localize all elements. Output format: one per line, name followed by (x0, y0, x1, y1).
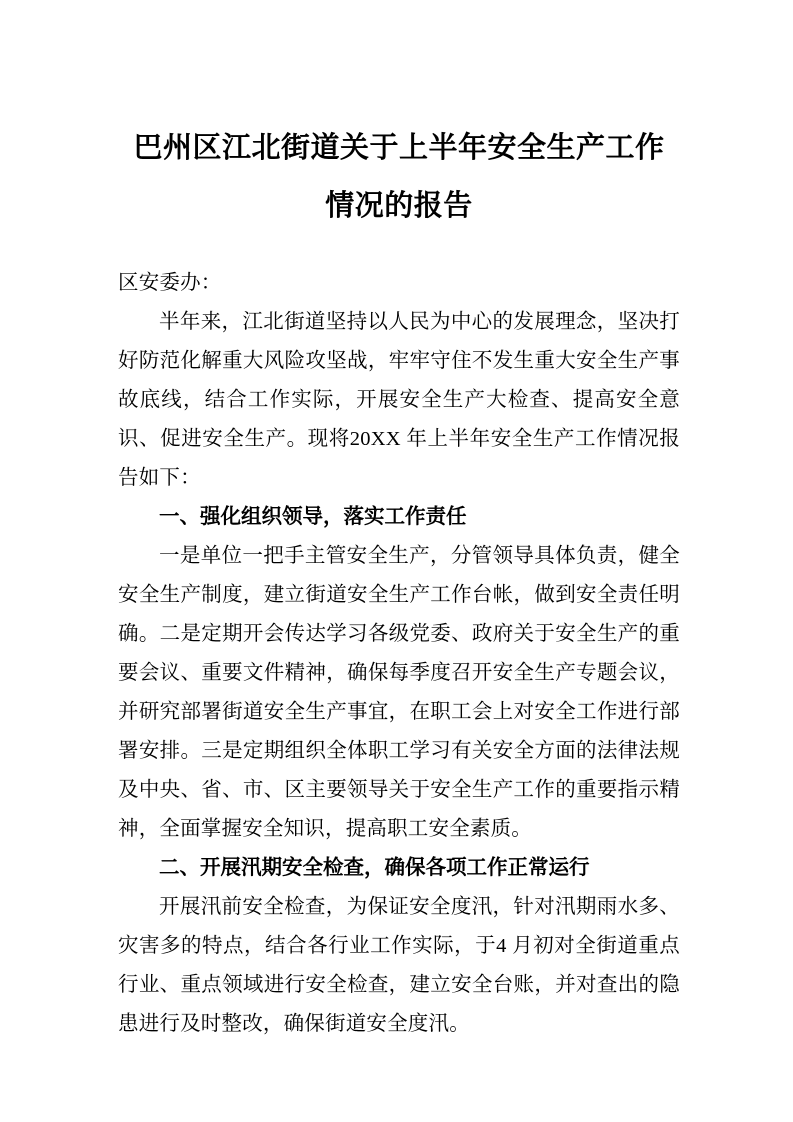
document-body (118, 118, 680, 1044)
section-heading-one: 一、强化组织领导，落实工作责任 (159, 506, 467, 528)
paragraph-section-two: 开展汛前安全检查，为保证安全度汛，针对汛期雨水多、灾害多的特点，结合各行业工作实际，于4 月初对全街道重点行业、重点领域进行安全检查，建立安全台账，并对查出的隐患进行及时整改，确保街道安全度汛。 (118, 896, 680, 1035)
section-heading-two: 二、开展汛期安全检查，确保各项工作正常运行 (159, 857, 590, 879)
paragraph-section-one: 一是单位一把手主管安全生产，分管领导具体负责，健全安全生产制度，建立街道安全生产工作台帐，做到安全责任明确。二是定期开会传达学习各级党委、政府关于安全生产的重要会议、重要文件精神，确保每季度召开安全生产专题会议，并研究部署街道安全生产事宜，在职工会上对安全工作进行部署安排。三是定期组织全体职工学习有关安全方面的法律法规及中央、省、市、区主要领导关于安全生产工作的重要指示精神，全面掌握安全知识，提高职工安全素质。 (118, 545, 680, 840)
salutation: 区安委办： (118, 272, 222, 294)
paragraph-intro: 半年来，江北街道坚持以人民为中心的发展理念，坚决打好防范化解重大风险攻坚战，牢牢守住不发生重大安全生产事故底线，结合工作实际，开展安全生产大检查、提高安全意识、促进安全生产。现将20XX 年上半年安全生产工作情况报告如下： (118, 311, 680, 489)
page-title: 巴州区江北街道关于上半年安全生产工作情况的报告 (133, 130, 665, 222)
